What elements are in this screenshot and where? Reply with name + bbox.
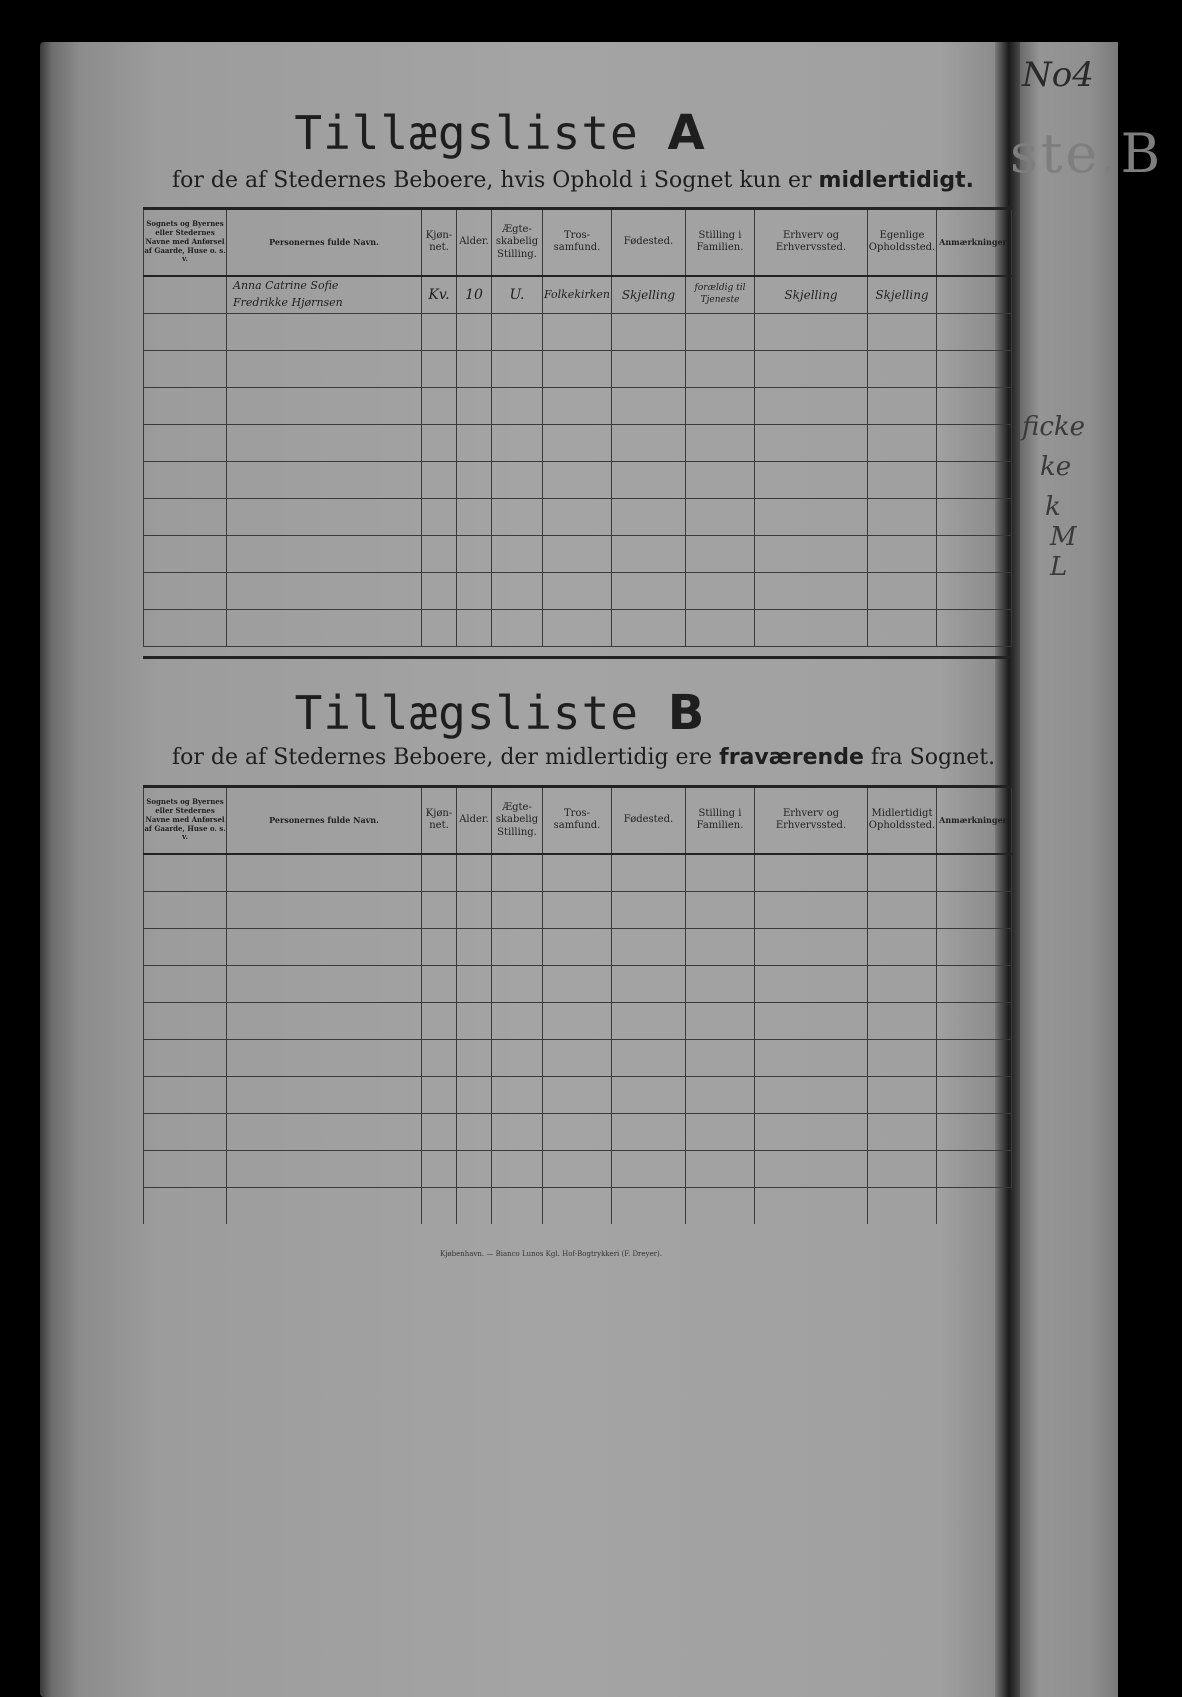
table-row [144,854,1012,892]
cell-occupation: Skjelling [755,276,868,314]
list-a-subtitle-text: for de af Stedernes Beboere, hvis Ophold i Sognet kun er [172,168,812,193]
table-row [144,1113,1012,1150]
cell-marital: U. [492,276,543,314]
table-row [144,609,1012,646]
cell-age: 10 [457,276,492,314]
table-row [144,572,1012,609]
table-row [144,1039,1012,1076]
table-row [144,313,1012,350]
list-a-subtitle-emphasis: midlertidigt. [818,168,975,193]
header-family-position: Stilling i Familien. [686,787,755,854]
page-number: No4 [1022,55,1094,95]
header-occupation: Erhverv og Erhvervssted. [755,787,868,854]
bleed-through-heading: ste.B [1010,122,1164,185]
header-birthplace: Fødested. [612,209,686,276]
header-temporary-residence: Midlertidigt Opholdssted. [868,787,937,854]
cell-place [144,276,227,314]
right-page [1010,42,1118,1697]
header-religion: Tros-samfund. [543,209,612,276]
header-marital: Ægte-skabelig Stilling. [492,787,543,854]
table-row [144,498,1012,535]
list-b-table [143,785,1012,1224]
list-b-subtitle-end: fra Sognet. [870,745,996,770]
name-line-2: Fredrikke Hjørnsen [233,295,343,309]
list-a-table [143,207,1012,647]
margin-mark-1: ficke [1022,412,1086,442]
table-row [144,891,1012,928]
header-occupation: Erhverv og Erhvervssted. [755,209,868,276]
header-family-position: Stilling i Familien. [686,209,755,276]
header-name: Personernes fulde Navn. [227,787,422,854]
list-a-subtitle [172,168,987,193]
table-row [144,387,1012,424]
table-row [144,535,1012,572]
list-b-title-letter: B [667,685,706,741]
header-religion: Tros-samfund. [543,787,612,854]
header-age: Alder. [457,209,492,276]
header-age: Alder. [457,787,492,854]
header-name: Personernes fulde Navn. [227,209,422,276]
table-row [144,1187,1012,1224]
margin-mark-2: ke [1040,452,1072,482]
section-divider [143,656,1011,659]
list-a-title-word: Tillægsliste [294,106,639,160]
table-row [144,461,1012,498]
list-b-subtitle-emphasis: fraværende [719,745,864,770]
table-row [144,350,1012,387]
printer-imprint: Kjøbenhavn. — Bianco Lunos Kgl. Hof-Bogtrykkeri (F. Dreyer). [440,1250,662,1258]
margin-mark-5: L [1050,552,1068,582]
table-row [144,1002,1012,1039]
header-remarks: Anmærkninger. [937,209,1012,276]
header-place: Sognets og Byernes eller Stedernes Navne med Anførsel af Gaarde, Huse o. s. v. [144,787,227,854]
cell-residence: Skjelling [868,276,937,314]
header-marital: Ægte-skabelig Stilling. [492,209,543,276]
cell-birthplace: Skjelling [612,276,686,314]
list-b-title-word: Tillægsliste [294,686,640,740]
list-a-header-row [144,209,1012,276]
name-line-1: Anna Catrine Sofie [233,279,339,292]
table-row [144,1150,1012,1187]
margin-mark-3: k [1045,492,1061,522]
cell-religion: Folkekirken [543,276,612,314]
cell-family-position: forældig til Tjeneste [686,276,755,314]
cell-remarks [937,276,1012,314]
header-remarks: Anmærkninger. [937,787,1012,854]
list-a-title [0,105,1000,161]
cell-sex: Kv. [422,276,457,314]
list-b-title [0,685,1000,741]
list-a-title-letter: A [667,105,706,161]
header-sex: Kjøn-net. [422,787,457,854]
cell-name [227,276,422,314]
list-b-header-row [144,787,1012,854]
header-sex: Kjøn-net. [422,209,457,276]
table-row [144,965,1012,1002]
table-row [144,424,1012,461]
list-b-subtitle [172,745,996,770]
header-residence: Egenlige Opholdssted. [868,209,937,276]
list-b-subtitle-text: for de af Stedernes Beboere, der midlertidig ere [172,745,713,770]
table-row [144,1076,1012,1113]
header-place: Sognets og Byernes eller Stedernes Navne med Anførsel af Gaarde, Huse o. s. v. [144,209,227,276]
table-row [144,928,1012,965]
table-row [144,276,1012,314]
margin-mark-4: M [1050,522,1077,552]
header-birthplace: Fødested. [612,787,686,854]
